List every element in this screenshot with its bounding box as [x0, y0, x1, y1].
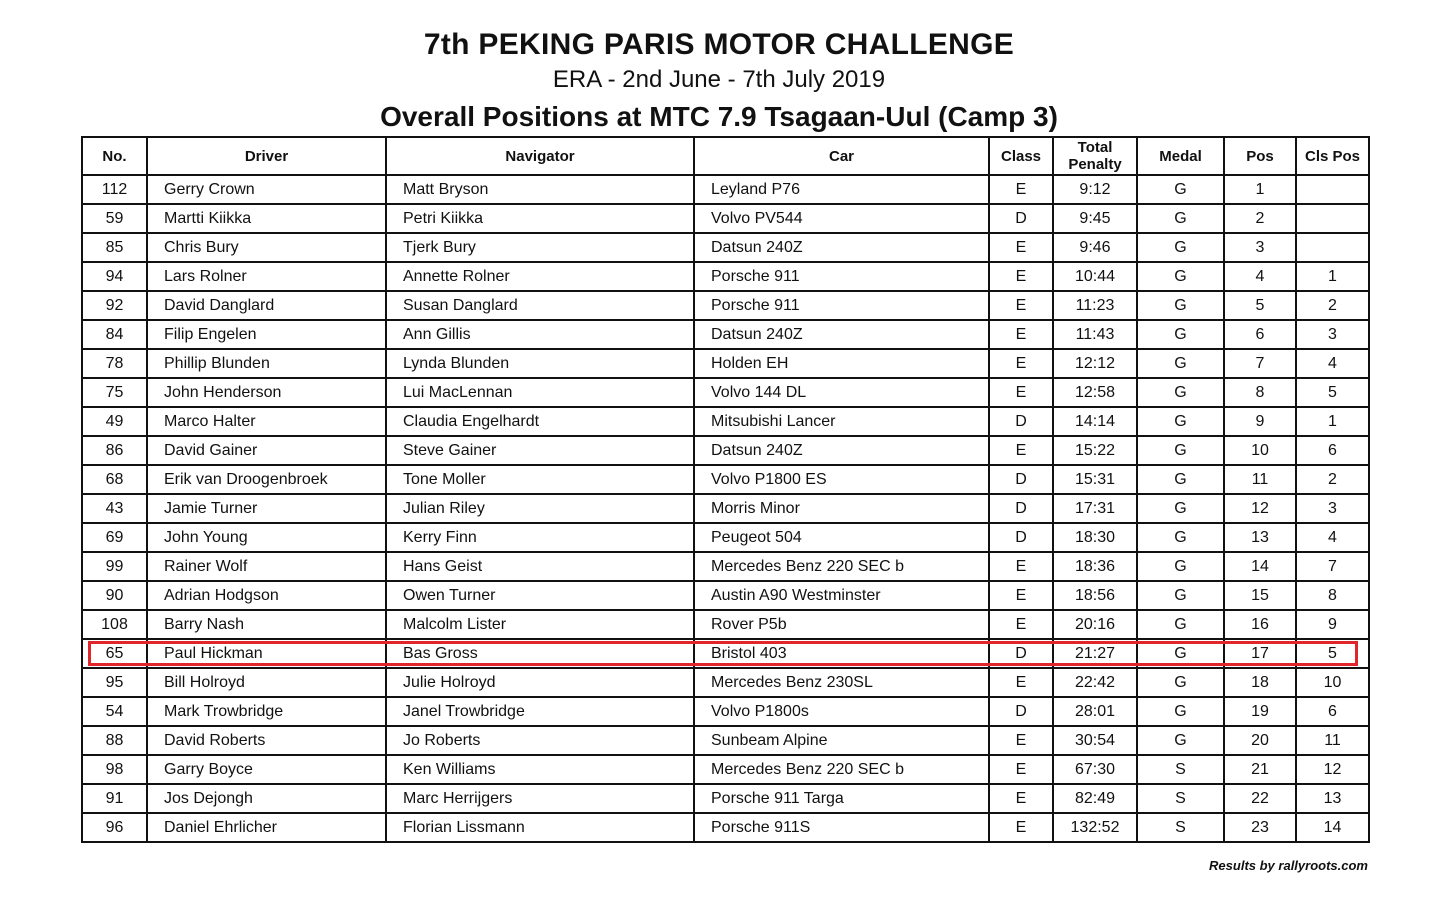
cell-medal: G [1137, 233, 1224, 262]
cell-navigator: Hans Geist [386, 552, 694, 581]
cell-cls-pos: 14 [1296, 813, 1369, 842]
header-pos: Pos [1224, 137, 1296, 175]
cell-pos: 2 [1224, 204, 1296, 233]
cell-car: Austin A90 Westminster [694, 581, 989, 610]
cell-class: E [989, 813, 1053, 842]
cell-driver: Adrian Hodgson [147, 581, 386, 610]
cell-class: D [989, 523, 1053, 552]
cell-total-penalty: 18:36 [1053, 552, 1137, 581]
table-row [82, 523, 1369, 552]
cell-car-no: 54 [82, 697, 147, 726]
table-row [82, 726, 1369, 755]
header-driver: Driver [147, 137, 386, 175]
cell-navigator: Florian Lissmann [386, 813, 694, 842]
cell-total-penalty: 21:27 [1053, 639, 1137, 668]
cell-navigator: Petri Kiikka [386, 204, 694, 233]
cell-car: Sunbeam Alpine [694, 726, 989, 755]
results-credit: Results by rallyroots.com [1209, 858, 1368, 873]
cell-cls-pos: 2 [1296, 465, 1369, 494]
cell-cls-pos: 5 [1296, 378, 1369, 407]
cell-driver: Garry Boyce [147, 755, 386, 784]
table-row [82, 697, 1369, 726]
cell-navigator: Janel Trowbridge [386, 697, 694, 726]
cell-car-no: 98 [82, 755, 147, 784]
cell-cls-pos: 6 [1296, 436, 1369, 465]
cell-medal: G [1137, 436, 1224, 465]
table-row [82, 407, 1369, 436]
cell-driver: Rainer Wolf [147, 552, 386, 581]
cell-class: D [989, 407, 1053, 436]
cell-cls-pos: 4 [1296, 523, 1369, 552]
cell-car-no: 43 [82, 494, 147, 523]
table-row [82, 436, 1369, 465]
cell-total-penalty: 11:23 [1053, 291, 1137, 320]
cell-medal: G [1137, 204, 1224, 233]
cell-car-no: 85 [82, 233, 147, 262]
cell-pos: 21 [1224, 755, 1296, 784]
cell-medal: G [1137, 320, 1224, 349]
table-row [82, 262, 1369, 291]
cell-navigator: Matt Bryson [386, 175, 694, 204]
cell-navigator: Julie Holroyd [386, 668, 694, 697]
cell-pos: 23 [1224, 813, 1296, 842]
cell-navigator: Lynda Blunden [386, 349, 694, 378]
cell-cls-pos: 1 [1296, 407, 1369, 436]
cell-total-penalty: 12:12 [1053, 349, 1137, 378]
cell-pos: 14 [1224, 552, 1296, 581]
cell-driver: Mark Trowbridge [147, 697, 386, 726]
header-cls-pos: Cls Pos [1296, 137, 1369, 175]
cell-car-no: 99 [82, 552, 147, 581]
cell-driver: Jos Dejongh [147, 784, 386, 813]
cell-navigator: Ann Gillis [386, 320, 694, 349]
results-heading: Overall Positions at MTC 7.9 Tsagaan-Uul (Camp 3) [380, 101, 1058, 132]
event-dates: ERA - 2nd June - 7th July 2019 [552, 66, 886, 93]
cell-total-penalty: 67:30 [1053, 755, 1137, 784]
cell-car-no: 96 [82, 813, 147, 842]
cell-pos: 5 [1224, 291, 1296, 320]
cell-class: E [989, 262, 1053, 291]
cell-car-no: 91 [82, 784, 147, 813]
cell-pos: 9 [1224, 407, 1296, 436]
cell-medal: G [1137, 349, 1224, 378]
cell-class: E [989, 726, 1053, 755]
cell-driver: Filip Engelen [147, 320, 386, 349]
table-row [82, 204, 1369, 233]
cell-car: Porsche 911 [694, 291, 989, 320]
cell-car-no: 90 [82, 581, 147, 610]
cell-class: E [989, 755, 1053, 784]
cell-medal: G [1137, 552, 1224, 581]
table-row [82, 784, 1369, 813]
cell-car: Porsche 911 Targa [694, 784, 989, 813]
cell-cls-pos: 11 [1296, 726, 1369, 755]
cell-car: Mercedes Benz 220 SEC b [694, 552, 989, 581]
cell-car-no: 59 [82, 204, 147, 233]
cell-class: E [989, 349, 1053, 378]
cell-class: D [989, 697, 1053, 726]
cell-medal: G [1137, 639, 1224, 668]
cell-car: Bristol 403 [694, 639, 989, 668]
cell-total-penalty: 82:49 [1053, 784, 1137, 813]
cell-class: E [989, 436, 1053, 465]
cell-class: E [989, 668, 1053, 697]
cell-navigator: Susan Danglard [386, 291, 694, 320]
cell-navigator: Tone Moller [386, 465, 694, 494]
cell-driver: David Danglard [147, 291, 386, 320]
header-car: Car [694, 137, 989, 175]
cell-class: E [989, 784, 1053, 813]
cell-navigator: Ken Williams [386, 755, 694, 784]
cell-car-no: 75 [82, 378, 147, 407]
cell-navigator: Julian Riley [386, 494, 694, 523]
cell-class: E [989, 320, 1053, 349]
cell-pos: 11 [1224, 465, 1296, 494]
table-row [82, 465, 1369, 494]
table-row [82, 813, 1369, 842]
cell-driver: Lars Rolner [147, 262, 386, 291]
table-row [82, 378, 1369, 407]
cell-class: E [989, 552, 1053, 581]
cell-cls-pos: 4 [1296, 349, 1369, 378]
cell-driver: Chris Bury [147, 233, 386, 262]
cell-driver: Daniel Ehrlicher [147, 813, 386, 842]
cell-cls-pos: 6 [1296, 697, 1369, 726]
cell-navigator: Bas Gross [386, 639, 694, 668]
cell-driver: Bill Holroyd [147, 668, 386, 697]
cell-car-no: 88 [82, 726, 147, 755]
cell-medal: G [1137, 726, 1224, 755]
results-body [82, 175, 1369, 842]
table-row [82, 668, 1369, 697]
cell-medal: G [1137, 523, 1224, 552]
cell-class: D [989, 204, 1053, 233]
cell-car-no: 69 [82, 523, 147, 552]
cell-cls-pos: 9 [1296, 610, 1369, 639]
cell-car-no: 49 [82, 407, 147, 436]
cell-car: Holden EH [694, 349, 989, 378]
cell-pos: 3 [1224, 233, 1296, 262]
cell-navigator: Owen Turner [386, 581, 694, 610]
cell-pos: 20 [1224, 726, 1296, 755]
cell-car: Datsun 240Z [694, 320, 989, 349]
cell-pos: 1 [1224, 175, 1296, 204]
cell-medal: G [1137, 175, 1224, 204]
cell-total-penalty: 18:56 [1053, 581, 1137, 610]
cell-pos: 6 [1224, 320, 1296, 349]
cell-medal: G [1137, 378, 1224, 407]
cell-medal: S [1137, 755, 1224, 784]
cell-navigator: Steve Gainer [386, 436, 694, 465]
cell-class: D [989, 494, 1053, 523]
cell-pos: 4 [1224, 262, 1296, 291]
cell-cls-pos: 7 [1296, 552, 1369, 581]
cell-car-no: 86 [82, 436, 147, 465]
cell-car-no: 94 [82, 262, 147, 291]
table-row [82, 755, 1369, 784]
cell-driver: Paul Hickman [147, 639, 386, 668]
cell-class: E [989, 291, 1053, 320]
cell-total-penalty: 28:01 [1053, 697, 1137, 726]
cell-car-no: 112 [82, 175, 147, 204]
cell-car: Mercedes Benz 230SL [694, 668, 989, 697]
cell-pos: 16 [1224, 610, 1296, 639]
cell-total-penalty: 9:45 [1053, 204, 1137, 233]
cell-medal: G [1137, 291, 1224, 320]
cell-car: Datsun 240Z [694, 233, 989, 262]
cell-cls-pos: 3 [1296, 320, 1369, 349]
cell-total-penalty: 15:31 [1053, 465, 1137, 494]
cell-car: Porsche 911S [694, 813, 989, 842]
cell-car-no: 108 [82, 610, 147, 639]
cell-car: Datsun 240Z [694, 436, 989, 465]
cell-total-penalty: 12:58 [1053, 378, 1137, 407]
cell-car: Porsche 911 [694, 262, 989, 291]
cell-pos: 12 [1224, 494, 1296, 523]
cell-class: E [989, 175, 1053, 204]
cell-cls-pos [1296, 175, 1369, 204]
cell-navigator: Jo Roberts [386, 726, 694, 755]
cell-driver: Marco Halter [147, 407, 386, 436]
cell-medal: G [1137, 262, 1224, 291]
cell-total-penalty: 9:46 [1053, 233, 1137, 262]
cell-cls-pos: 1 [1296, 262, 1369, 291]
table-row [82, 233, 1369, 262]
cell-navigator: Lui MacLennan [386, 378, 694, 407]
cell-driver: John Henderson [147, 378, 386, 407]
cell-car-no: 65 [82, 639, 147, 668]
cell-driver: Barry Nash [147, 610, 386, 639]
cell-pos: 17 [1224, 639, 1296, 668]
cell-class: E [989, 610, 1053, 639]
table-row [82, 349, 1369, 378]
cell-navigator: Kerry Finn [386, 523, 694, 552]
cell-class: E [989, 581, 1053, 610]
header-navigator: Navigator [386, 137, 694, 175]
cell-car: Volvo P1800s [694, 697, 989, 726]
cell-driver: Erik van Droogenbroek [147, 465, 386, 494]
cell-cls-pos: 5 [1296, 639, 1369, 668]
cell-driver: Martti Kiikka [147, 204, 386, 233]
cell-car-no: 92 [82, 291, 147, 320]
table-row [82, 175, 1369, 204]
cell-car: Rover P5b [694, 610, 989, 639]
cell-car: Volvo PV544 [694, 204, 989, 233]
cell-total-penalty: 10:44 [1053, 262, 1137, 291]
cell-driver: Phillip Blunden [147, 349, 386, 378]
cell-pos: 22 [1224, 784, 1296, 813]
cell-cls-pos: 10 [1296, 668, 1369, 697]
header-total-penalty: Total Penalty [1053, 137, 1137, 175]
table-row [82, 552, 1369, 581]
cell-car: Leyland P76 [694, 175, 989, 204]
cell-medal: G [1137, 610, 1224, 639]
cell-medal: G [1137, 668, 1224, 697]
cell-driver: David Roberts [147, 726, 386, 755]
cell-total-penalty: 15:22 [1053, 436, 1137, 465]
cell-car: Mercedes Benz 220 SEC b [694, 755, 989, 784]
cell-class: E [989, 233, 1053, 262]
table-row [82, 639, 1369, 668]
cell-navigator: Tjerk Bury [386, 233, 694, 262]
table-header-row [82, 137, 1369, 175]
cell-medal: G [1137, 407, 1224, 436]
header-no: No. [82, 137, 147, 175]
cell-total-penalty: 17:31 [1053, 494, 1137, 523]
cell-pos: 13 [1224, 523, 1296, 552]
cell-navigator: Malcolm Lister [386, 610, 694, 639]
cell-total-penalty: 18:30 [1053, 523, 1137, 552]
cell-medal: S [1137, 813, 1224, 842]
cell-cls-pos [1296, 233, 1369, 262]
cell-driver: Jamie Turner [147, 494, 386, 523]
cell-cls-pos: 2 [1296, 291, 1369, 320]
cell-class: D [989, 639, 1053, 668]
cell-total-penalty: 14:14 [1053, 407, 1137, 436]
cell-total-penalty: 11:43 [1053, 320, 1137, 349]
cell-navigator: Annette Rolner [386, 262, 694, 291]
cell-car-no: 78 [82, 349, 147, 378]
cell-class: D [989, 465, 1053, 494]
cell-total-penalty: 20:16 [1053, 610, 1137, 639]
cell-car: Mitsubishi Lancer [694, 407, 989, 436]
cell-pos: 15 [1224, 581, 1296, 610]
header-class: Class [989, 137, 1053, 175]
table-row [82, 320, 1369, 349]
table-row [82, 610, 1369, 639]
cell-medal: G [1137, 697, 1224, 726]
cell-total-penalty: 132:52 [1053, 813, 1137, 842]
cell-cls-pos: 3 [1296, 494, 1369, 523]
header-medal: Medal [1137, 137, 1224, 175]
cell-pos: 10 [1224, 436, 1296, 465]
cell-car-no: 68 [82, 465, 147, 494]
cell-medal: G [1137, 494, 1224, 523]
cell-total-penalty: 9:12 [1053, 175, 1137, 204]
cell-driver: John Young [147, 523, 386, 552]
table-row [82, 291, 1369, 320]
cell-medal: S [1137, 784, 1224, 813]
cell-total-penalty: 30:54 [1053, 726, 1137, 755]
cell-car-no: 84 [82, 320, 147, 349]
cell-pos: 19 [1224, 697, 1296, 726]
cell-navigator: Marc Herrijgers [386, 784, 694, 813]
document-title: 7th PEKING PARIS MOTOR CHALLENGE [423, 28, 1015, 61]
cell-car: Morris Minor [694, 494, 989, 523]
cell-pos: 18 [1224, 668, 1296, 697]
cell-driver: David Gainer [147, 436, 386, 465]
cell-class: E [989, 378, 1053, 407]
cell-car: Peugeot 504 [694, 523, 989, 552]
cell-navigator: Claudia Engelhardt [386, 407, 694, 436]
table-row [82, 494, 1369, 523]
cell-pos: 8 [1224, 378, 1296, 407]
cell-car: Volvo P1800 ES [694, 465, 989, 494]
results-table [81, 136, 1370, 843]
table-row [82, 581, 1369, 610]
cell-driver: Gerry Crown [147, 175, 386, 204]
cell-medal: G [1137, 465, 1224, 494]
cell-cls-pos [1296, 204, 1369, 233]
cell-cls-pos: 13 [1296, 784, 1369, 813]
cell-total-penalty: 22:42 [1053, 668, 1137, 697]
cell-pos: 7 [1224, 349, 1296, 378]
cell-car: Volvo 144 DL [694, 378, 989, 407]
cell-medal: G [1137, 581, 1224, 610]
cell-cls-pos: 12 [1296, 755, 1369, 784]
cell-car-no: 95 [82, 668, 147, 697]
cell-cls-pos: 8 [1296, 581, 1369, 610]
